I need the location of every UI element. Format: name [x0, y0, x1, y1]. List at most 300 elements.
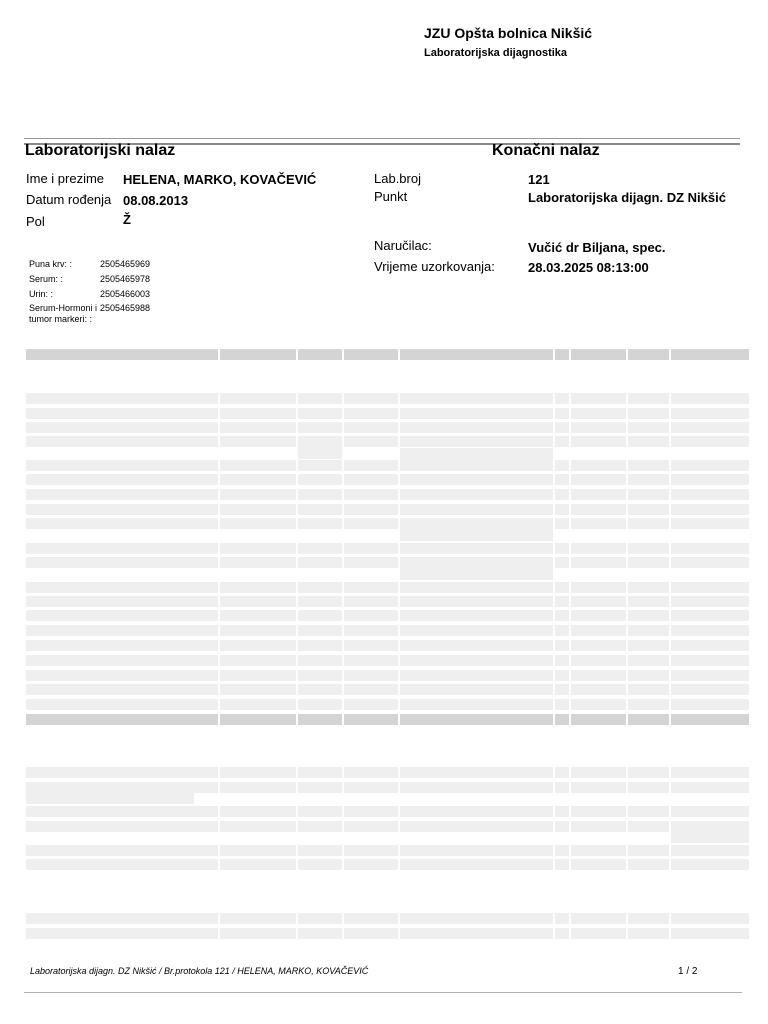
table-cell	[571, 821, 626, 832]
table-cell	[26, 543, 218, 554]
table-cell	[555, 928, 569, 939]
table-cell	[344, 821, 398, 832]
table-cell	[220, 640, 296, 651]
table-cell	[220, 625, 296, 636]
lab-number-value: 121	[528, 172, 550, 187]
table-cell	[26, 913, 218, 924]
table-cell	[400, 504, 553, 515]
table-cell	[26, 625, 218, 636]
table-cell	[400, 568, 553, 580]
table-cell	[571, 474, 626, 485]
table-cell	[220, 408, 296, 419]
table-cell	[400, 859, 553, 870]
point-label: Punkt	[374, 189, 408, 204]
sample-label: Serum-Hormoni i tumor markeri: :	[29, 303, 98, 324]
table-cell	[26, 393, 218, 404]
table-cell	[555, 582, 569, 593]
table-cell	[26, 714, 218, 725]
table-cell	[555, 699, 569, 710]
table-cell	[571, 640, 626, 651]
table-cell	[26, 582, 218, 593]
table-cell	[628, 422, 669, 433]
table-cell	[671, 845, 749, 856]
lab-number-label: Lab.broj	[374, 171, 421, 186]
table-cell	[26, 596, 218, 607]
table-cell	[400, 596, 553, 607]
table-cell	[671, 489, 749, 500]
table-cell	[628, 714, 669, 725]
table-cell	[344, 474, 398, 485]
table-row	[26, 655, 749, 666]
table-cell	[671, 699, 749, 710]
report-title: Laboratorijski nalaz	[25, 142, 176, 159]
table-cell	[555, 489, 569, 500]
table-row	[26, 610, 749, 621]
table-cell	[298, 821, 342, 832]
table-cell	[298, 625, 342, 636]
table-cell	[671, 582, 749, 593]
table-cell	[26, 845, 218, 856]
table-cell	[298, 928, 342, 939]
table-cell	[571, 610, 626, 621]
table-cell	[571, 557, 626, 568]
table-cell	[671, 596, 749, 607]
table-cell	[555, 518, 569, 529]
table-cell	[571, 670, 626, 681]
table-cell	[298, 447, 342, 459]
table-cell	[298, 393, 342, 404]
table-cell	[344, 782, 398, 793]
table-cell	[671, 670, 749, 681]
table-cell	[344, 504, 398, 515]
table-row	[26, 582, 749, 593]
table-cell	[671, 504, 749, 515]
table-cell	[220, 655, 296, 666]
table-cell	[220, 670, 296, 681]
table-row	[26, 821, 749, 832]
table-cell	[220, 489, 296, 500]
table-cell	[671, 859, 749, 870]
table-cell	[220, 460, 296, 471]
table-cell	[628, 845, 669, 856]
table-cell	[555, 557, 569, 568]
table-cell	[298, 489, 342, 500]
table-cell	[26, 408, 218, 419]
table-row	[26, 859, 749, 870]
table-cell	[220, 518, 296, 529]
table-row	[26, 596, 749, 607]
table-cell	[671, 474, 749, 485]
table-cell	[26, 767, 218, 778]
table-cell	[344, 699, 398, 710]
table-cell	[400, 349, 553, 360]
table-cell	[26, 640, 218, 651]
table-cell	[571, 859, 626, 870]
table-cell	[344, 489, 398, 500]
table-cell	[26, 655, 218, 666]
table-cell	[628, 596, 669, 607]
table-cell	[400, 845, 553, 856]
table-cell	[555, 655, 569, 666]
table-cell	[298, 684, 342, 695]
table-cell	[628, 821, 669, 832]
table-cell	[628, 543, 669, 554]
table-cell	[26, 349, 218, 360]
table-cell	[400, 436, 553, 447]
table-cell	[555, 474, 569, 485]
table-cell	[344, 436, 398, 447]
table-cell	[671, 782, 749, 793]
sample-label: Urin: :	[29, 289, 54, 299]
table-row	[26, 767, 749, 778]
table-row	[26, 557, 749, 568]
table-cell	[571, 913, 626, 924]
table-cell	[344, 610, 398, 621]
table-cell	[298, 596, 342, 607]
table-cell	[571, 582, 626, 593]
table-cell	[220, 714, 296, 725]
table-cell	[571, 422, 626, 433]
table-cell	[555, 714, 569, 725]
table-cell	[555, 543, 569, 554]
table-cell	[344, 928, 398, 939]
patient-sex-value: Ž	[123, 212, 131, 227]
table-cell	[220, 474, 296, 485]
table-cell	[671, 393, 749, 404]
table-cell	[555, 610, 569, 621]
sample-code: 2505465978	[100, 274, 151, 284]
table-cell	[344, 640, 398, 651]
table-cell	[555, 859, 569, 870]
table-cell	[571, 845, 626, 856]
table-cell	[344, 913, 398, 924]
table-cell	[671, 829, 749, 843]
table-cell	[400, 529, 553, 541]
table-cell	[671, 913, 749, 924]
table-cell	[26, 557, 218, 568]
table-cell	[571, 782, 626, 793]
table-cell	[344, 670, 398, 681]
table-cell	[400, 543, 553, 554]
table-cell	[344, 518, 398, 529]
sample-code: 2505465988	[100, 303, 151, 313]
orderer-label: Naručilac:	[374, 238, 432, 253]
table-cell	[220, 845, 296, 856]
table-header-row	[26, 349, 749, 360]
table-cell	[298, 782, 342, 793]
table-cell	[298, 767, 342, 778]
table-cell	[344, 408, 398, 419]
table-row	[26, 393, 749, 404]
table-cell	[571, 655, 626, 666]
table-cell	[298, 845, 342, 856]
table-cell	[298, 610, 342, 621]
table-cell	[220, 928, 296, 939]
table-cell	[671, 767, 749, 778]
table-cell	[671, 625, 749, 636]
table-cell	[555, 596, 569, 607]
table-cell	[220, 767, 296, 778]
table-row	[26, 684, 749, 695]
table-cell	[26, 782, 218, 793]
table-cell	[344, 596, 398, 607]
table-row	[26, 460, 749, 471]
table-cell	[555, 767, 569, 778]
table-cell	[628, 699, 669, 710]
table-cell	[555, 782, 569, 793]
table-cell	[26, 489, 218, 500]
table-cell	[220, 806, 296, 817]
table-cell	[671, 610, 749, 621]
table-cell	[571, 714, 626, 725]
table-cell	[344, 460, 398, 471]
table-cell	[571, 489, 626, 500]
table-cell	[571, 625, 626, 636]
table-cell	[628, 655, 669, 666]
table-cell	[571, 460, 626, 471]
table-cell	[344, 582, 398, 593]
table-cell	[400, 448, 553, 460]
table-cell	[298, 913, 342, 924]
table-row	[26, 670, 749, 681]
table-cell	[628, 518, 669, 529]
table-cell	[298, 582, 342, 593]
table-cell	[400, 489, 553, 500]
table-cell	[555, 349, 569, 360]
table-cell	[298, 543, 342, 554]
table-cell	[571, 699, 626, 710]
table-cell	[671, 518, 749, 529]
sampling-time-value: 28.03.2025 08:13:00	[528, 260, 649, 275]
table-cell	[400, 557, 553, 568]
table-row	[26, 474, 749, 485]
table-cell	[555, 393, 569, 404]
patient-name-value: HELENA, MARKO, KOVAČEVIĆ	[123, 172, 317, 187]
table-cell	[298, 557, 342, 568]
table-cell	[628, 670, 669, 681]
table-cell	[400, 582, 553, 593]
table-cell	[628, 504, 669, 515]
table-cell	[400, 684, 553, 695]
table-cell	[344, 557, 398, 568]
table-cell	[628, 913, 669, 924]
patient-dob-value: 08.08.2013	[123, 193, 189, 208]
table-cell	[671, 684, 749, 695]
table-cell	[298, 504, 342, 515]
table-cell	[26, 670, 218, 681]
table-cell	[298, 714, 342, 725]
table-cell	[555, 422, 569, 433]
table-cell	[628, 625, 669, 636]
table-cell	[571, 436, 626, 447]
table-cell	[400, 640, 553, 651]
sample-code: 2505466003	[100, 289, 151, 299]
table-cell	[344, 393, 398, 404]
table-cell	[298, 655, 342, 666]
department-name: Laboratorijska dijagnostika	[424, 47, 568, 59]
table-cell	[400, 518, 553, 529]
results-table	[26, 0, 750, 1024]
table-cell	[220, 610, 296, 621]
table-cell	[571, 504, 626, 515]
table-cell	[555, 625, 569, 636]
table-cell	[26, 610, 218, 621]
table-cell	[400, 699, 553, 710]
table-cell	[671, 436, 749, 447]
table-cell	[220, 782, 296, 793]
report-status: Konačni nalaz	[492, 142, 600, 159]
table-row	[26, 699, 749, 710]
table-cell	[671, 408, 749, 419]
table-cell	[555, 460, 569, 471]
table-cell	[628, 806, 669, 817]
table-row	[26, 640, 749, 651]
table-cell	[298, 474, 342, 485]
table-cell	[26, 821, 218, 832]
table-cell	[220, 684, 296, 695]
page-number: 1 / 2	[678, 966, 698, 977]
table-cell	[628, 684, 669, 695]
sample-label: Serum: :	[29, 274, 64, 284]
table-cell	[344, 655, 398, 666]
table-cell	[628, 349, 669, 360]
table-cell	[220, 859, 296, 870]
institution-name: JZU Opšta bolnica Nikšić	[424, 25, 593, 41]
table-cell	[571, 518, 626, 529]
table-cell	[26, 422, 218, 433]
table-row	[26, 928, 749, 939]
table-cell	[344, 543, 398, 554]
sample-label: Puna krv: :	[29, 259, 73, 269]
table-cell	[298, 806, 342, 817]
table-cell	[400, 474, 553, 485]
patient-sex-label: Pol	[26, 214, 45, 229]
table-cell	[555, 684, 569, 695]
table-cell	[344, 625, 398, 636]
table-cell	[344, 422, 398, 433]
table-cell	[571, 806, 626, 817]
table-cell	[555, 821, 569, 832]
table-cell	[671, 349, 749, 360]
table-cell	[628, 582, 669, 593]
table-cell	[344, 349, 398, 360]
table-cell	[671, 714, 749, 725]
table-cell	[26, 859, 218, 870]
table-cell	[400, 767, 553, 778]
table-cell	[628, 557, 669, 568]
table-cell	[671, 460, 749, 471]
table-row	[26, 518, 749, 529]
sampling-time-label: Vrijeme uzorkovanja:	[374, 259, 495, 274]
footer-rule	[24, 992, 742, 993]
table-cell	[26, 699, 218, 710]
table-cell	[628, 782, 669, 793]
table-cell	[298, 436, 342, 447]
table-cell	[344, 845, 398, 856]
table-cell	[298, 408, 342, 419]
table-cell	[571, 393, 626, 404]
table-cell	[571, 543, 626, 554]
table-cell	[571, 928, 626, 939]
table-row	[26, 504, 749, 515]
table-cell	[555, 504, 569, 515]
table-cell	[298, 460, 342, 471]
table-cell	[298, 859, 342, 870]
table-row	[26, 782, 749, 793]
table-cell	[555, 806, 569, 817]
table-row	[26, 422, 749, 433]
patient-name-label: Ime i prezime	[26, 171, 105, 186]
table-cell	[671, 557, 749, 568]
table-cell	[220, 557, 296, 568]
table-cell	[220, 393, 296, 404]
table-cell	[555, 670, 569, 681]
table-cell	[671, 928, 749, 939]
table-cell	[628, 436, 669, 447]
table-cell	[220, 422, 296, 433]
table-cell	[571, 767, 626, 778]
table-cell	[400, 460, 553, 471]
table-cell	[344, 806, 398, 817]
table-cell	[298, 699, 342, 710]
table-cell	[571, 596, 626, 607]
table-cell	[220, 582, 296, 593]
table-cell	[26, 518, 218, 529]
table-cell	[26, 793, 194, 804]
table-cell	[26, 436, 218, 447]
table-cell	[400, 670, 553, 681]
table-cell	[220, 436, 296, 447]
table-cell	[628, 489, 669, 500]
table-cell	[298, 349, 342, 360]
table-cell	[220, 596, 296, 607]
table-cell	[628, 393, 669, 404]
table-cell	[26, 928, 218, 939]
table-cell	[400, 422, 553, 433]
table-cell	[344, 859, 398, 870]
table-cell	[628, 474, 669, 485]
table-cell	[26, 504, 218, 515]
table-cell	[555, 640, 569, 651]
table-cell	[26, 806, 218, 817]
table-cell	[628, 460, 669, 471]
orderer-value: Vučić dr Biljana, spec.	[528, 240, 666, 255]
table-cell	[400, 655, 553, 666]
table-cell	[628, 928, 669, 939]
table-row	[26, 625, 749, 636]
table-cell	[400, 393, 553, 404]
table-cell	[628, 640, 669, 651]
table-cell	[628, 859, 669, 870]
table-row	[26, 436, 749, 447]
table-cell	[220, 504, 296, 515]
table-cell	[220, 349, 296, 360]
table-cell	[555, 436, 569, 447]
table-cell	[400, 782, 553, 793]
table-cell	[671, 806, 749, 817]
table-cell	[400, 806, 553, 817]
table-cell	[555, 913, 569, 924]
table-cell	[26, 474, 218, 485]
table-cell	[298, 640, 342, 651]
table-cell	[555, 408, 569, 419]
table-cell	[26, 684, 218, 695]
table-cell	[628, 610, 669, 621]
table-cell	[571, 684, 626, 695]
table-header-row	[26, 714, 749, 725]
table-cell	[400, 928, 553, 939]
table-cell	[220, 913, 296, 924]
